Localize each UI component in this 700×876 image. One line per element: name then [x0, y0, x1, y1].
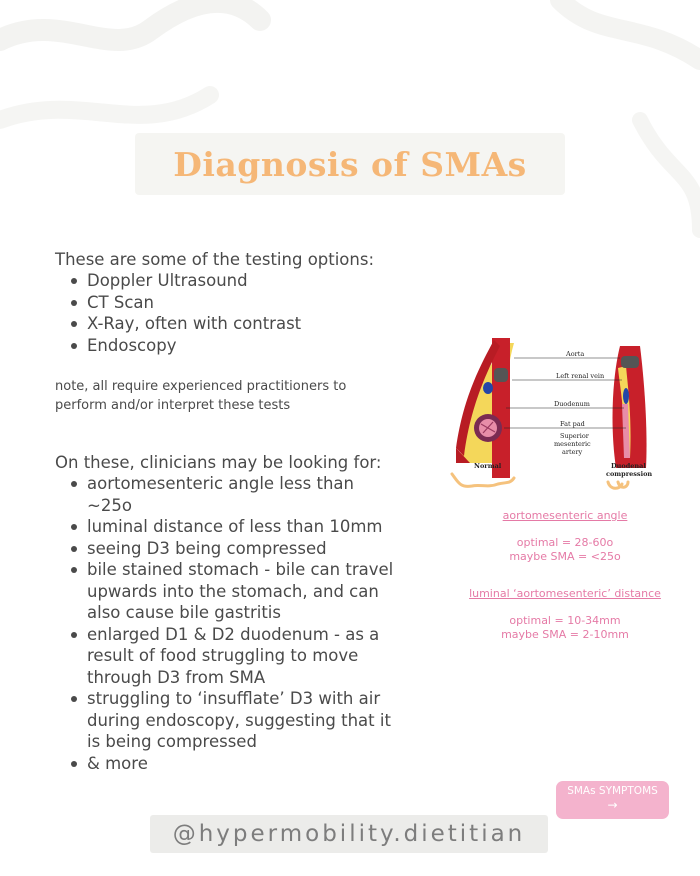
list-item: aortomesenteric angle less than ~25o: [69, 473, 400, 516]
clinician-findings-section: [55, 452, 400, 774]
list-item: struggling to ‘insufflate’ D3 with air during endoscopy, suggesting that it is being compressed: [69, 688, 400, 753]
label-compression-1: Duodenal: [611, 462, 646, 470]
label-sma-2: mesenteric: [554, 440, 591, 448]
distance-optimal: optimal = 10-34mm: [509, 614, 621, 627]
symptoms-button[interactable]: [556, 781, 669, 819]
label-sma-1: Superior: [560, 432, 589, 440]
label-compression-2: compression: [606, 470, 653, 478]
list-item: luminal distance of less than 10mm: [69, 516, 400, 538]
title-banner: [135, 133, 565, 195]
angle-heading: aortomesenteric angle: [502, 509, 628, 522]
list-item: Endoscopy: [69, 335, 400, 357]
testing-list: [55, 270, 400, 356]
label-renal-vein: Left renal vein: [556, 372, 605, 380]
findings-lead: On these, clinicians may be looking for:: [55, 453, 382, 472]
list-item: X-Ray, often with contrast: [69, 313, 400, 335]
arrow-right-icon: →: [607, 798, 618, 812]
distance-heading: luminal ‘aortomesenteric’ distance: [469, 587, 661, 600]
compression-bracket-icon: [608, 482, 628, 488]
list-item: & more: [69, 753, 400, 775]
angle-info: [455, 509, 675, 564]
page-title: Diagnosis of SMAs: [173, 144, 527, 184]
label-duodenum: Duodenum: [554, 400, 590, 408]
label-sma-3: artery: [562, 448, 583, 456]
findings-list: [55, 473, 400, 774]
label-fat-pad: Fat pad: [560, 420, 585, 428]
distance-info: [455, 587, 675, 642]
label-aorta: Aorta: [566, 350, 585, 358]
renal-vein-normal-shape: [494, 368, 508, 382]
symptoms-label: SMAs SYMPTOMS: [567, 785, 658, 797]
list-item: CT Scan: [69, 292, 400, 314]
list-item: enlarged D1 & D2 duodenum - as a result of food struggling to move through D3 from SMA: [69, 624, 400, 689]
distance-maybe: maybe SMA = 2-10mm: [501, 628, 629, 641]
label-normal: Normal: [474, 462, 502, 470]
angle-optimal: optimal = 28-60o: [516, 536, 614, 549]
testing-lead: These are some of the testing options:: [55, 250, 375, 269]
handle-banner: [150, 815, 548, 853]
angle-maybe: maybe SMA = <25o: [509, 550, 621, 563]
vein-normal-shape: [483, 382, 493, 394]
list-item: Doppler Ultrasound: [69, 270, 400, 292]
sma-anatomy-diagram: [448, 338, 660, 498]
practitioner-note: note, all require experienced practitioners to perform and/or interpret these tests: [55, 379, 347, 413]
note-section: [55, 377, 400, 415]
testing-options-section: [55, 249, 400, 356]
account-handle: @hypermobility.dietitian: [172, 821, 526, 847]
list-item: bile stained stomach - bile can travel upwards into the stomach, and can also cause bile gastritis: [69, 559, 400, 624]
list-item: seeing D3 being compressed: [69, 538, 400, 560]
